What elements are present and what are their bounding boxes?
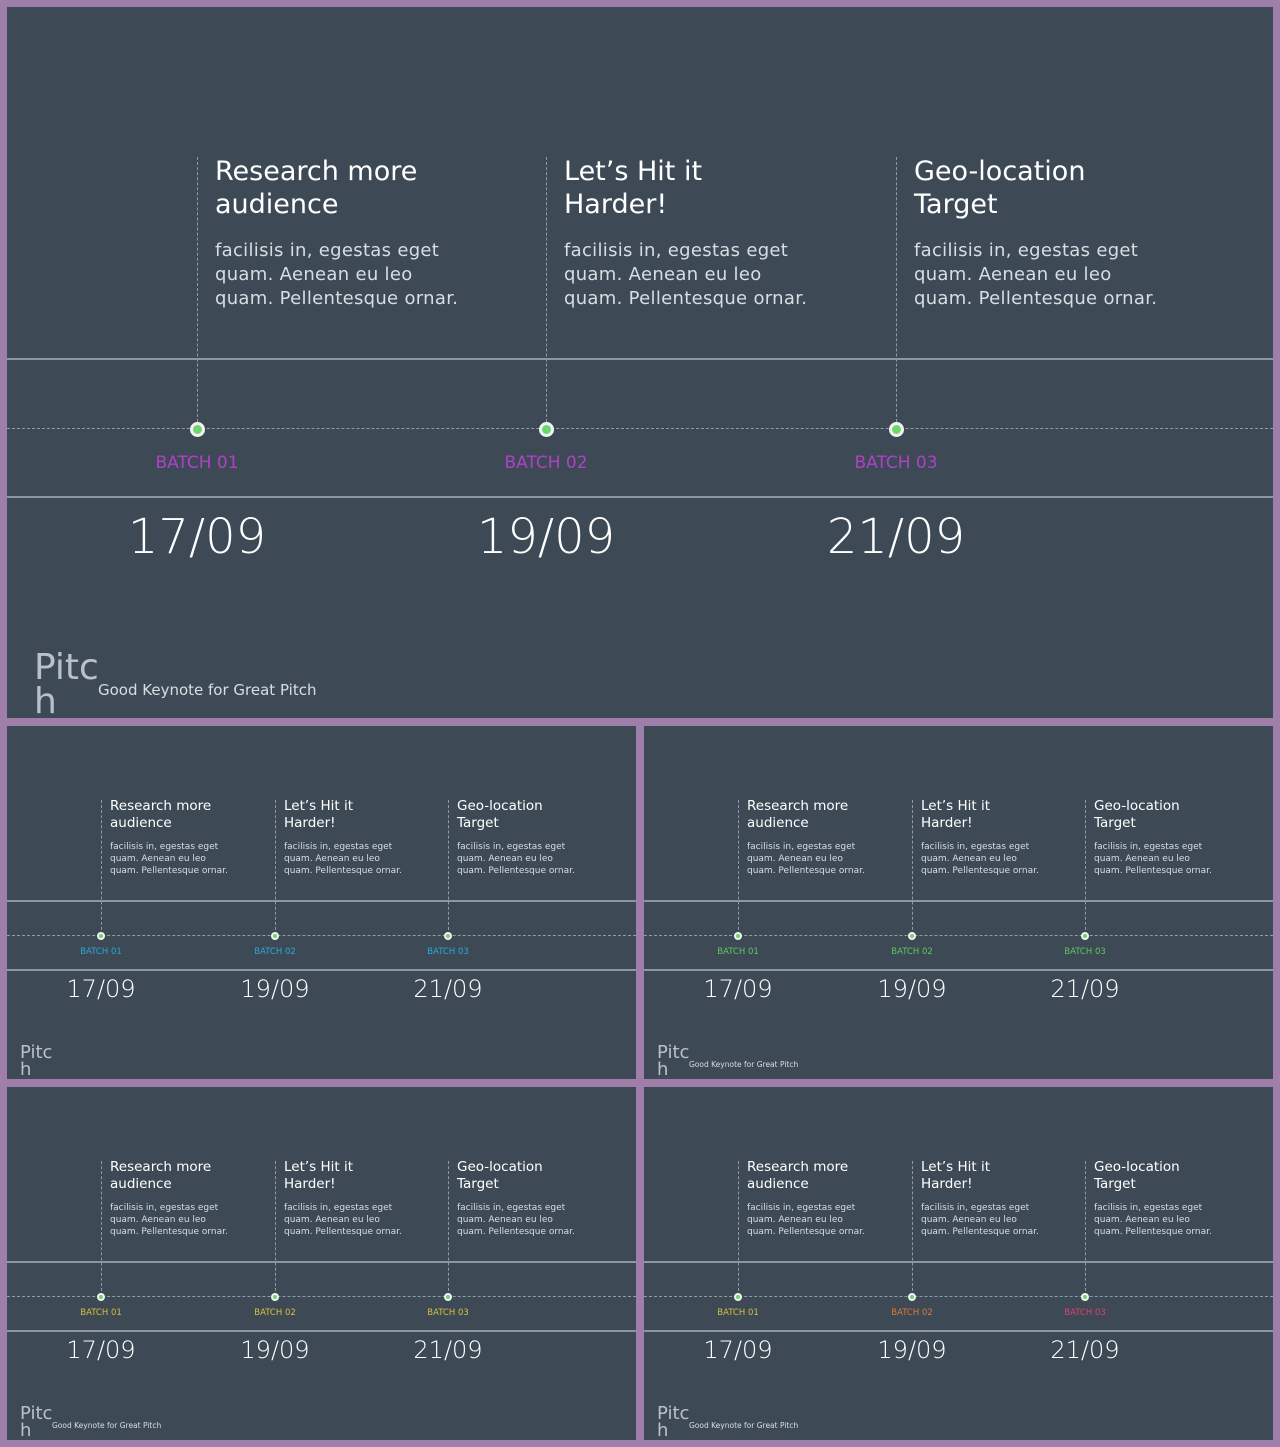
milestone-title-line: Research more — [215, 156, 418, 187]
milestone-dot[interactable] — [889, 422, 904, 437]
milestone-title-line: Harder! — [921, 1175, 973, 1192]
milestone-connector — [896, 157, 897, 427]
divider-line-bottom — [7, 496, 1273, 498]
slide-large[interactable] — [7, 7, 1273, 718]
milestone-title-line: Target — [1094, 814, 1136, 831]
milestone-description — [457, 1202, 575, 1238]
milestone-title-line: Research more — [110, 1159, 212, 1175]
milestone-connector — [101, 1161, 102, 1296]
batch-label: BATCH 03 — [427, 1308, 469, 1318]
milestone-title — [110, 798, 211, 831]
brand-logo-text: Pitc h — [657, 1042, 690, 1079]
milestone-date: 17/09 — [127, 509, 267, 565]
milestone-dot[interactable] — [444, 1293, 452, 1301]
milestone-connector — [546, 157, 547, 427]
milestone-title-line: Let’s Hit it — [284, 1159, 354, 1175]
milestone-description-line: facilisis in, egestas eget — [1094, 1203, 1203, 1213]
milestone-title-line: Target — [914, 189, 998, 220]
milestone-title-line: Research more — [110, 798, 212, 814]
milestone-description-line: facilisis in, egestas eget — [457, 1203, 566, 1213]
milestone-description-line: quam. Aenean eu leo — [564, 264, 762, 285]
milestone-description-line: quam. Aenean eu leo — [1094, 854, 1190, 864]
divider-line-bottom — [7, 969, 636, 971]
milestone-description-line: quam. Aenean eu leo — [284, 854, 380, 864]
divider-line-bottom — [7, 1330, 636, 1332]
milestone-date: 21/09 — [413, 975, 483, 1003]
milestone-title-line: audience — [110, 1175, 172, 1192]
slide-thumbnail-4[interactable] — [644, 1087, 1273, 1440]
milestone-title-line: Research more — [747, 798, 849, 814]
milestone-title — [564, 155, 702, 221]
milestone-connector — [738, 1161, 739, 1296]
milestone-date: 19/09 — [240, 1336, 310, 1364]
slide-thumbnail-3[interactable] — [7, 1087, 636, 1440]
milestone-date: 19/09 — [877, 1336, 947, 1364]
milestone-description-line: facilisis in, egestas eget — [457, 842, 566, 852]
milestone-title-line: Let’s Hit it — [284, 798, 354, 814]
milestone-date: 17/09 — [66, 1336, 136, 1364]
milestone-date: 19/09 — [240, 975, 310, 1003]
milestone-description — [921, 1202, 1039, 1238]
milestone-description — [457, 841, 575, 877]
milestone-date: 21/09 — [1050, 975, 1120, 1003]
milestone-title — [914, 155, 1085, 221]
milestone-description-line: facilisis in, egestas eget — [747, 842, 856, 852]
milestone-title — [921, 1159, 990, 1192]
brand-tagline: Good Keynote for Great Pitch — [98, 681, 317, 699]
milestone-title-line: Let’s Hit it — [921, 1159, 991, 1175]
milestone-connector — [912, 1161, 913, 1296]
milestone-connector — [101, 800, 102, 935]
milestone-dot[interactable] — [190, 422, 205, 437]
milestone-connector — [197, 157, 198, 427]
milestone-title-line: Harder! — [921, 814, 973, 831]
milestone-description-line: quam. Pellentesque ornar. — [457, 1227, 575, 1237]
milestone-date: 17/09 — [66, 975, 136, 1003]
batch-label: BATCH 01 — [717, 947, 759, 957]
milestone-title-line: audience — [747, 1175, 809, 1192]
divider-line-bottom — [644, 1330, 1273, 1332]
milestone-description-line: facilisis in, egestas eget — [914, 240, 1139, 261]
batch-label: BATCH 02 — [504, 453, 588, 473]
milestone-title-line: Research more — [747, 1159, 849, 1175]
milestone-date: 17/09 — [703, 975, 773, 1003]
milestone-title-line: Let’s Hit it — [564, 156, 703, 187]
milestone-title — [110, 1159, 211, 1192]
milestone-title — [284, 798, 353, 831]
milestone-description — [110, 1202, 228, 1238]
brand-logo-text: Pitc h — [20, 1042, 53, 1079]
batch-label: BATCH 02 — [891, 947, 933, 957]
milestone-description-line: quam. Pellentesque ornar. — [215, 288, 459, 309]
milestone-connector — [738, 800, 739, 935]
milestone-description-line: quam. Aenean eu leo — [921, 854, 1017, 864]
milestone-title-line: audience — [215, 189, 339, 220]
batch-label: BATCH 02 — [891, 1308, 933, 1318]
milestone-title-line: Geo-location — [914, 156, 1086, 187]
batch-label: BATCH 03 — [1064, 1308, 1106, 1318]
milestone-title — [284, 1159, 353, 1192]
milestone-description-line: facilisis in, egestas eget — [284, 842, 393, 852]
milestone-title — [215, 155, 417, 221]
milestone-description-line: quam. Pellentesque ornar. — [284, 1227, 402, 1237]
milestone-title-line: Geo-location — [1094, 798, 1180, 814]
milestone-description — [215, 239, 458, 311]
milestone-description-line: quam. Pellentesque ornar. — [747, 1227, 865, 1237]
brand-logo-text: Pitc h — [657, 1403, 690, 1440]
brand-logo-text: Pitc h — [20, 1403, 53, 1440]
milestone-dot[interactable] — [908, 1293, 916, 1301]
milestone-description-line: quam. Pellentesque ornar. — [564, 288, 808, 309]
milestone-title — [1094, 798, 1180, 831]
brand-tagline: Good Keynote for Great Pitch — [52, 1421, 162, 1430]
milestone-dot[interactable] — [734, 932, 742, 940]
milestone-description — [110, 841, 228, 877]
milestone-title-line: Target — [457, 1175, 499, 1192]
milestone-description-line: facilisis in, egestas eget — [921, 1203, 1030, 1213]
milestone-title-line: Geo-location — [457, 798, 543, 814]
milestone-connector — [1085, 800, 1086, 935]
slide-thumbnail-1[interactable] — [7, 726, 636, 1079]
milestone-description — [747, 841, 865, 877]
milestone-description-line: quam. Aenean eu leo — [1094, 1215, 1190, 1225]
milestone-description-line: facilisis in, egestas eget — [284, 1203, 393, 1213]
milestone-description-line: quam. Pellentesque ornar. — [1094, 866, 1212, 876]
milestone-description-line: quam. Aenean eu leo — [457, 854, 553, 864]
milestone-description — [921, 841, 1039, 877]
milestone-title — [921, 798, 990, 831]
milestone-description-line: quam. Aenean eu leo — [110, 854, 206, 864]
milestone-description-line: quam. Pellentesque ornar. — [110, 1227, 228, 1237]
milestone-dot[interactable] — [1081, 1293, 1089, 1301]
milestone-title — [457, 1159, 543, 1192]
milestone-title — [457, 798, 543, 831]
brand-tagline: Good Keynote for Great Pitch — [689, 1421, 799, 1430]
milestone-connector — [275, 800, 276, 935]
milestone-date: 21/09 — [1050, 1336, 1120, 1364]
milestone-description — [284, 841, 402, 877]
milestone-connector — [448, 800, 449, 935]
milestone-description-line: facilisis in, egestas eget — [215, 240, 440, 261]
milestone-description-line: quam. Aenean eu leo — [284, 1215, 380, 1225]
batch-label: BATCH 03 — [854, 453, 938, 473]
milestone-description-line: facilisis in, egestas eget — [921, 842, 1030, 852]
milestone-date: 21/09 — [826, 509, 966, 565]
milestone-description-line: quam. Pellentesque ornar. — [1094, 1227, 1212, 1237]
milestone-title-line: Target — [1094, 1175, 1136, 1192]
milestone-description-line: facilisis in, egestas eget — [110, 842, 219, 852]
milestone-connector — [275, 1161, 276, 1296]
brand-tagline: Good Keynote for Great Pitch — [689, 1060, 799, 1069]
milestone-description-line: facilisis in, egestas eget — [747, 1203, 856, 1213]
milestone-date: 21/09 — [413, 1336, 483, 1364]
milestone-title-line: audience — [110, 814, 172, 831]
milestone-connector — [912, 800, 913, 935]
milestone-description — [747, 1202, 865, 1238]
milestone-description-line: quam. Aenean eu leo — [747, 1215, 843, 1225]
milestone-title-line: Harder! — [564, 189, 668, 220]
milestone-description-line: quam. Aenean eu leo — [747, 854, 843, 864]
milestone-description — [564, 239, 807, 311]
milestone-title-line: Geo-location — [457, 1159, 543, 1175]
milestone-description-line: facilisis in, egestas eget — [564, 240, 789, 261]
batch-label: BATCH 01 — [155, 453, 239, 473]
milestone-date: 19/09 — [476, 509, 616, 565]
milestone-description-line: quam. Pellentesque ornar. — [914, 288, 1158, 309]
divider-line-bottom — [644, 969, 1273, 971]
milestone-description — [1094, 1202, 1212, 1238]
milestone-date: 19/09 — [877, 975, 947, 1003]
milestone-description-line: quam. Aenean eu leo — [457, 1215, 553, 1225]
milestone-dot[interactable] — [444, 932, 452, 940]
milestone-connector — [1085, 1161, 1086, 1296]
milestone-description — [914, 239, 1157, 311]
milestone-description-line: quam. Aenean eu leo — [215, 264, 413, 285]
milestone-description-line: facilisis in, egestas eget — [110, 1203, 219, 1213]
milestone-title-line: Harder! — [284, 1175, 336, 1192]
batch-label: BATCH 01 — [717, 1308, 759, 1318]
milestone-title-line: Geo-location — [1094, 1159, 1180, 1175]
milestone-description-line: facilisis in, egestas eget — [1094, 842, 1203, 852]
brand-logo-text: Pitc h — [34, 647, 99, 718]
milestone-description — [1094, 841, 1212, 877]
slide-thumbnail-2[interactable] — [644, 726, 1273, 1079]
batch-label: BATCH 02 — [254, 1308, 296, 1318]
milestone-description-line: quam. Pellentesque ornar. — [921, 1227, 1039, 1237]
milestone-description-line: quam. Aenean eu leo — [921, 1215, 1017, 1225]
milestone-title — [1094, 1159, 1180, 1192]
milestone-description-line: quam. Pellentesque ornar. — [747, 866, 865, 876]
milestone-description-line: quam. Pellentesque ornar. — [284, 866, 402, 876]
batch-label: BATCH 03 — [427, 947, 469, 957]
milestone-title-line: Let’s Hit it — [921, 798, 991, 814]
milestone-connector — [448, 1161, 449, 1296]
milestone-title-line: Harder! — [284, 814, 336, 831]
batch-label: BATCH 01 — [80, 1308, 122, 1318]
milestone-description-line: quam. Pellentesque ornar. — [110, 866, 228, 876]
milestone-title-line: Target — [457, 814, 499, 831]
milestone-description-line: quam. Pellentesque ornar. — [457, 866, 575, 876]
milestone-dot[interactable] — [539, 422, 554, 437]
milestone-description-line: quam. Aenean eu leo — [914, 264, 1112, 285]
batch-label: BATCH 03 — [1064, 947, 1106, 957]
milestone-dot[interactable] — [271, 932, 279, 940]
milestone-dot[interactable] — [734, 1293, 742, 1301]
batch-label: BATCH 01 — [80, 947, 122, 957]
milestone-dot[interactable] — [908, 932, 916, 940]
milestone-date: 17/09 — [703, 1336, 773, 1364]
milestone-description-line: quam. Pellentesque ornar. — [921, 866, 1039, 876]
milestone-description — [284, 1202, 402, 1238]
milestone-title-line: audience — [747, 814, 809, 831]
milestone-description-line: quam. Aenean eu leo — [110, 1215, 206, 1225]
milestone-dot[interactable] — [97, 932, 105, 940]
milestone-title — [747, 1159, 848, 1192]
milestone-dot[interactable] — [271, 1293, 279, 1301]
milestone-title — [747, 798, 848, 831]
milestone-dot[interactable] — [1081, 932, 1089, 940]
milestone-dot[interactable] — [97, 1293, 105, 1301]
batch-label: BATCH 02 — [254, 947, 296, 957]
